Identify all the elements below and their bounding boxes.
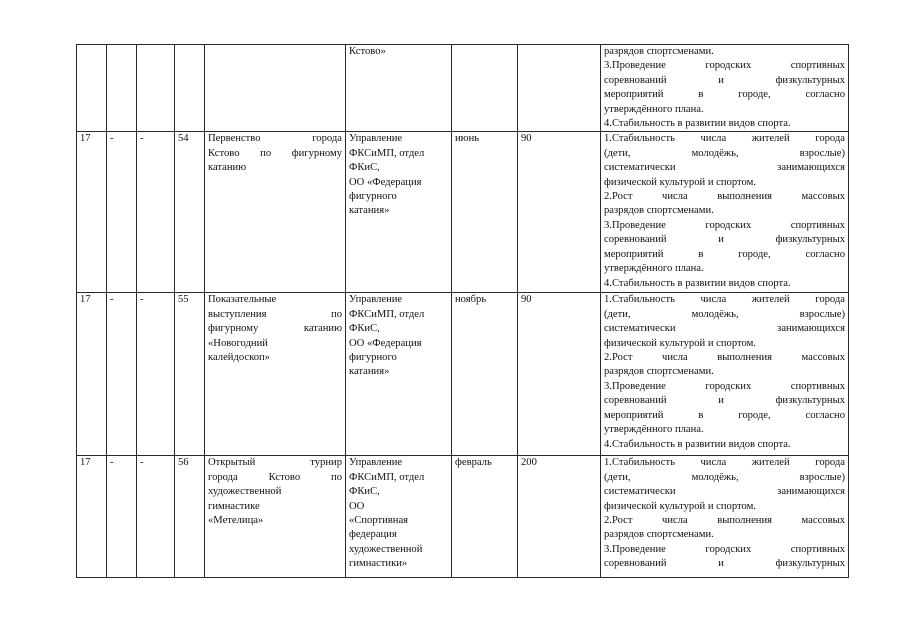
organizer-line: Управление — [349, 457, 403, 469]
expected-results — [601, 293, 849, 456]
event-line: катанию — [208, 162, 247, 174]
result-line: утверждённого плана. — [604, 263, 704, 275]
dash-cell — [137, 45, 175, 132]
index-cell — [175, 45, 205, 132]
result-line: разрядов спортсменами. — [604, 366, 714, 378]
row-number: 17 — [77, 293, 107, 456]
event-line: гимнастике — [208, 500, 260, 512]
row-number: 17 — [77, 132, 107, 293]
expected-results — [601, 45, 849, 132]
result-line: разрядов спортсменами. — [604, 529, 714, 541]
result-line: 4.Стабильность в развитии видов спорта. — [604, 438, 791, 450]
result-line: 3.Проведение городских спортивных — [604, 380, 845, 392]
organizer-line: ФКСиМП, отдел — [349, 147, 425, 159]
result-line: мероприятий в городе, согласно — [604, 409, 845, 421]
result-line: физической культурой и спортом. — [604, 500, 756, 512]
table-row — [77, 45, 849, 132]
dash-cell: - — [107, 132, 137, 293]
event-name — [205, 45, 346, 132]
expected-results — [601, 456, 849, 578]
table-row — [77, 132, 849, 293]
event-line: «Новогодний — [208, 337, 268, 349]
result-line: систематически занимающихся — [604, 486, 845, 498]
result-line: 2.Рост числа выполнения массовых — [604, 352, 845, 364]
dash-cell: - — [137, 293, 175, 456]
organizer-line: ОО «Федерация — [349, 337, 422, 349]
organizer-line: ФКСиМП, отдел — [349, 471, 425, 483]
organizer-line: ФКСиМП, отдел — [349, 308, 425, 320]
organizer-line: Управление — [349, 294, 403, 306]
result-line: 3.Проведение городских спортивных — [604, 60, 845, 72]
result-line: 2.Рост числа выполнения массовых — [604, 515, 845, 527]
month-cell: февраль — [452, 456, 518, 578]
result-line: утверждённого плана. — [604, 424, 704, 436]
month-cell — [452, 45, 518, 132]
participants-count — [518, 45, 601, 132]
event-line: Кстово по фигурному — [208, 147, 342, 159]
event-name — [205, 456, 346, 578]
events-table — [76, 44, 849, 578]
result-line: мероприятий в городе, согласно — [604, 89, 845, 101]
result-line: 1.Стабильность числа жителей города — [604, 457, 845, 469]
organizer-line: ФКиС, — [349, 323, 380, 335]
result-line: систематически занимающихся — [604, 323, 845, 335]
event-name — [205, 132, 346, 293]
event-line: Открытый турнир — [208, 457, 342, 469]
dash-cell: - — [107, 293, 137, 456]
organizer — [346, 293, 452, 456]
dash-cell: - — [107, 456, 137, 578]
result-line: 1.Стабильность числа жителей города — [604, 133, 845, 145]
result-line: (дети, молодёжь, взрослые) — [604, 147, 845, 159]
organizer-line: ФКиС, — [349, 162, 380, 174]
organizer-line: ОО «Федерация — [349, 176, 422, 188]
participants-count: 200 — [518, 456, 601, 578]
row-number: 17 — [77, 456, 107, 578]
index-cell: 54 — [175, 132, 205, 293]
event-line: «Метелица» — [208, 515, 264, 527]
index-cell: 56 — [175, 456, 205, 578]
result-line: физической культурой и спортом. — [604, 176, 756, 188]
month-cell: ноябрь — [452, 293, 518, 456]
organizer-line: «Спортивная — [349, 515, 409, 527]
event-line: художественной — [208, 486, 282, 498]
result-line: соревнований и физкультурных — [604, 558, 845, 570]
dash-cell: - — [137, 132, 175, 293]
result-line: разрядов спортсменами. — [604, 205, 714, 217]
organizer-line: катания» — [349, 366, 390, 378]
result-line: (дети, молодёжь, взрослые) — [604, 471, 845, 483]
dash-cell — [107, 45, 137, 132]
index-cell: 55 — [175, 293, 205, 456]
table-row — [77, 456, 849, 578]
organizer-line: ФКиС, — [349, 486, 380, 498]
result-line: разрядов спортсменами. — [604, 46, 714, 57]
event-name — [205, 293, 346, 456]
organizer — [346, 45, 452, 132]
organizer-line: катания» — [349, 205, 390, 217]
result-line: систематически занимающихся — [604, 162, 845, 174]
organizer-line: Управление — [349, 133, 403, 145]
organizer-line: ОО — [349, 500, 365, 512]
result-line: соревнований и физкультурных — [604, 395, 845, 407]
organizer-line: фигурного — [349, 191, 397, 203]
participants-count: 90 — [518, 293, 601, 456]
dash-cell: - — [137, 456, 175, 578]
result-line: утверждённого плана. — [604, 103, 704, 115]
event-line: калейдоскоп» — [208, 352, 270, 364]
result-line: 3.Проведение городских спортивных — [604, 219, 845, 231]
result-line: 4.Стабильность в развитии видов спорта. — [604, 277, 791, 289]
row-number — [77, 45, 107, 132]
organizer-line: гимнастики» — [349, 558, 408, 570]
result-line: 4.Стабильность в развитии видов спорта. — [604, 118, 791, 130]
event-line: выступления по — [208, 308, 342, 320]
event-line: города Кстово по — [208, 471, 342, 483]
organizer-line: фигурного — [349, 352, 397, 364]
result-line: 3.Проведение городских спортивных — [604, 543, 845, 555]
result-line: соревнований и физкультурных — [604, 74, 845, 86]
result-line: 2.Рост числа выполнения массовых — [604, 191, 845, 203]
organizer-line: федерация — [349, 529, 397, 541]
event-line: Первенство города — [208, 133, 342, 145]
result-line: физической культурой и спортом. — [604, 337, 756, 349]
organizer-line: Кстово» — [349, 46, 386, 57]
result-line: соревнований и физкультурных — [604, 234, 845, 246]
result-line: мероприятий в городе, согласно — [604, 248, 845, 260]
event-line: фигурному катанию — [208, 323, 342, 335]
table-row — [77, 293, 849, 456]
expected-results — [601, 132, 849, 293]
organizer — [346, 456, 452, 578]
organizer-line: художественной — [349, 543, 423, 555]
result-line: (дети, молодёжь, взрослые) — [604, 308, 845, 320]
participants-count: 90 — [518, 132, 601, 293]
organizer — [346, 132, 452, 293]
event-line: Показательные — [208, 294, 277, 306]
month-cell: июнь — [452, 132, 518, 293]
result-line: 1.Стабильность числа жителей города — [604, 294, 845, 306]
